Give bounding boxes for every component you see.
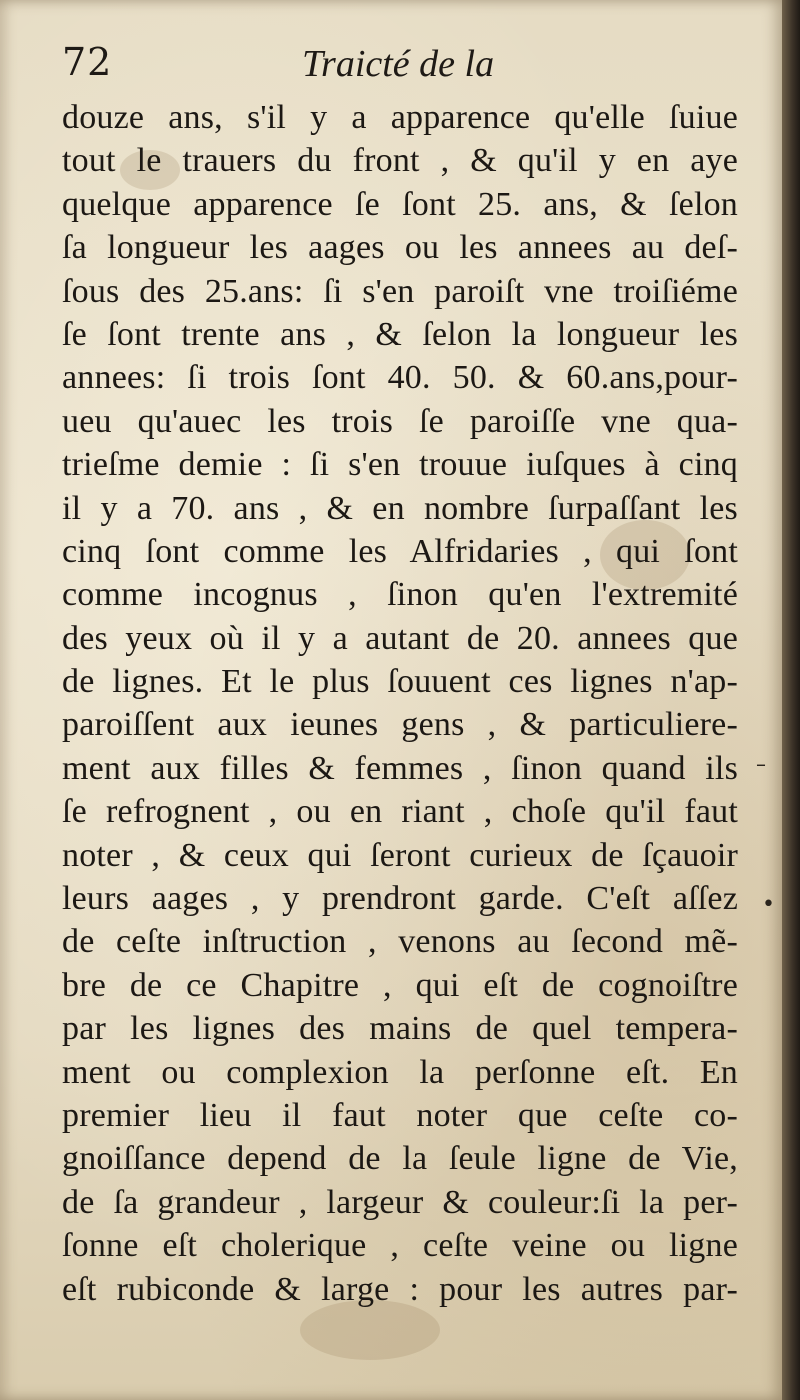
text-line: ſonne eſt cholerique , ceſte veine ou ligne xyxy=(62,1227,738,1265)
text-line: cinq ſont comme les Alfridaries , qui ſont xyxy=(62,532,738,570)
page-body-text xyxy=(62,96,738,1311)
text-line: ſa longueur les aages ou les annees au deſ- xyxy=(62,229,738,267)
text-line: ſous des 25.ans: ſi s'en paroiſt vne troiſiéme xyxy=(62,272,738,310)
text-line: de ceſte inſtruction , venons au ſecond mẽ- xyxy=(62,923,738,961)
text-line: ſe refrognent , ou en riant , choſe qu'il faut xyxy=(62,793,738,831)
text-line: ueu qu'auec les trois ſe paroiſſe vne qua- xyxy=(62,402,738,440)
text-line: bre de ce Chapitre , qui eſt de cognoiſtre xyxy=(62,966,738,1004)
text-line: ment aux filles & femmes , ſinon quand ils xyxy=(62,749,738,787)
running-title: Traicté de la xyxy=(302,43,495,85)
text-line: noter , & ceux qui ſeront curieux de ſçauoir xyxy=(62,836,738,874)
text-line: par les lignes des mains de quel tempera- xyxy=(62,1010,738,1048)
text-line: douze ans, s'il y a apparence qu'elle ſuiue xyxy=(62,99,738,136)
text-line: il y a 70. ans , & en nombre ſurpaſſant les xyxy=(62,489,738,527)
text-line: de lignes. Et le plus ſouuent ces lignes n'ap- xyxy=(62,663,738,701)
text-line: eſt rubiconde & large : pour les autres par- xyxy=(62,1270,738,1308)
text-line: tout le trauers du front , & qu'il y en aye xyxy=(62,142,738,180)
text-line: gnoiſſance depend de la ſeule ligne de Vie, xyxy=(62,1140,738,1178)
text-line: trieſme demie : ſi s'en trouue iuſques à cinq xyxy=(62,446,738,484)
text-line: de ſa grandeur , largeur & couleur:ſi la per- xyxy=(62,1183,738,1221)
running-header xyxy=(62,40,742,100)
text-line: des yeux où il y a autant de 20. annees que xyxy=(62,619,738,657)
text-line: premier lieu il faut noter que ceſte co- xyxy=(62,1096,738,1134)
page-number: 72 xyxy=(62,40,113,84)
text-line: leurs aages , y prendront garde. C'eſt aſſez xyxy=(62,880,738,918)
margin-mark: • xyxy=(762,892,775,917)
text-line: annees: ſi trois ſont 40. 50. & 60.ans,pour- xyxy=(62,359,738,397)
text-line: quelque apparence ſe ſont 25. ans, & ſelon xyxy=(62,185,738,223)
text-line: comme incognus , ſinon qu'en l'extremité xyxy=(62,576,738,614)
margin-mark: – xyxy=(756,752,766,776)
text-line: ment ou complexion la perſonne eſt. En xyxy=(62,1053,738,1091)
text-line: paroiſſent aux ieunes gens , & particuliere- xyxy=(62,706,738,744)
book-gutter xyxy=(782,0,800,1400)
text-line: ſe ſont trente ans , & ſelon la longueur les xyxy=(62,315,738,353)
